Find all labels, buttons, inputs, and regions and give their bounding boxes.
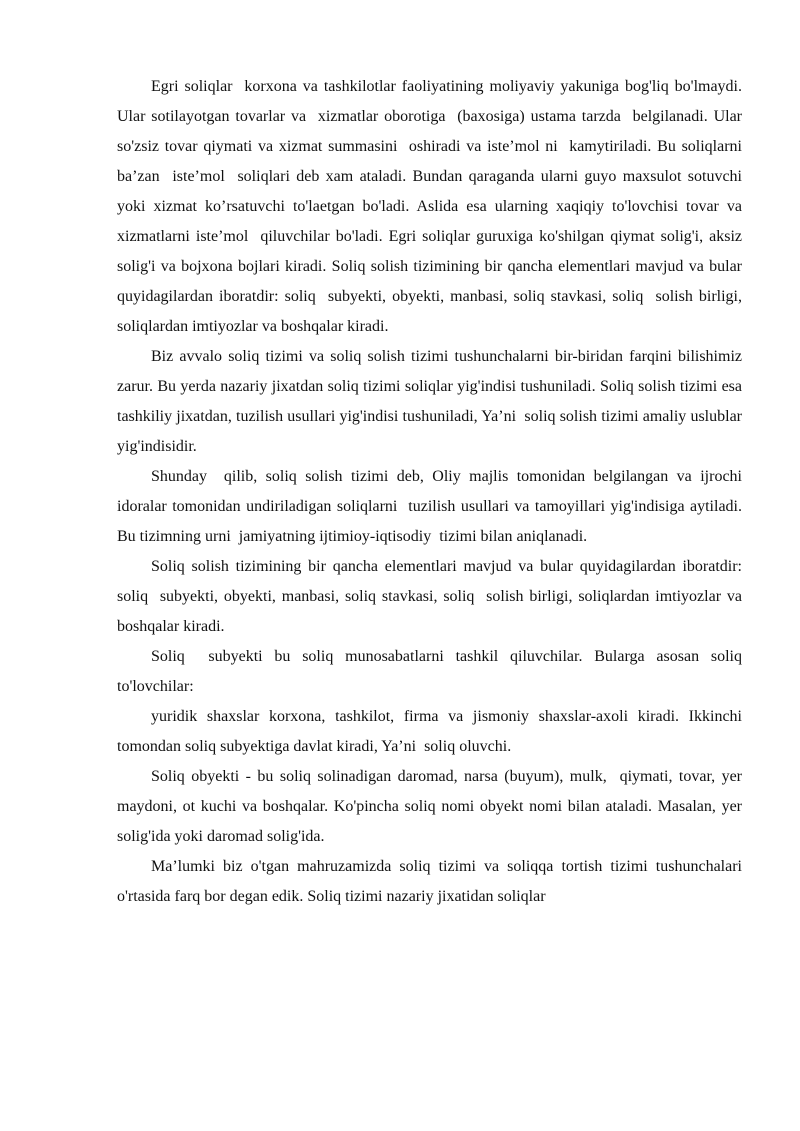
paragraph-tax-system-definition: Shunday qilib, soliq solish tizimi deb, Oliy majlis tomonidan belgilangan va ijrochi idoralar tomonidan undiriladigan soliqlarni tuzilish usullari va tamoyillari yig'indisiga aytiladi. Bu tizimning urni jamiyatning ijtimioy-iqtisodiy tizimi bilan aniqlanadi.	[117, 468, 746, 545]
paragraph-lecture-reference: Ma’lumki biz o'tgan mahruzamizda soliq tizimi va soliqqa tortish tizimi tushunchalari o'rtasida farq bor degan edik. Soliq tizimi nazariy jixatidan soliqlar	[117, 858, 746, 905]
paragraph-tax-subject: Soliq subyekti bu soliq munosabatlarni tashkil qiluvchilar. Bularga asosan soliq to'lovchilar:	[117, 648, 746, 695]
paragraph-indirect-taxes: Egri soliqlar korxona va tashkilotlar faoliyatining moliyaviy yakuniga bog'liq bo'lmaydi. Ular sotilayotgan tovarlar va xizmatlar oborotiga (baxosiga) ustama tarzda belgilanadi. Ular so'zsiz tovar qiymati va xizmat summasini oshiradi va iste’mol ni kamytiriladi. Bu soliqlarni ba’zan iste’mol soliqlari deb xam ataladi. Bundan qaraganda ularni guyo maxsulot sotuvchi yoki xizmat ko’rsatuvchi to'laetgan bo'ladi. Aslida esa ularning xaqiqiy to'lovchisi tovar va xizmatlarni iste’mol qiluvchilar bo'ladi. Egri soliqlar guruxiga ko'shilgan qiymat solig'i, aksiz solig'i va bojxona bojlari kiradi. Soliq solish tizimining bir qancha elementlari mavjud va bular quyidagilardan iboratdir: soliq subyekti, obyekti, manbasi, soliq stavkasi, soliq solish birligi, soliqlardan imtiyozlar va boshqalar kiradi.	[117, 78, 750, 335]
paragraph-tax-elements: Soliq solish tizimining bir qancha elementlari mavjud va bular quyidagilardan iboratdir: soliq subyekti, obyekti, manbasi, soliq stavkasi, soliq solish birligi, soliqlardan imtiyozlar va boshqalar kiradi.	[117, 558, 746, 635]
paragraph-tax-system-concepts: Biz avvalo soliq tizimi va soliq solish tizimi tushunchalarni bir-biridan farqini bilishimiz zarur. Bu yerda nazariy jixatdan soliq tizimi soliqlar yig'indisi tushuniladi. Soliq solish tizimi esa tashkiliy jixatdan, tuzilish usullari yig'indisi tushuniladi, Ya’ni soliq solish tizimi amaliy uslublar yig'indisidir.	[117, 348, 746, 455]
paragraph-taxpayers: yuridik shaxslar korxona, tashkilot, firma va jismoniy shaxslar-axoli kiradi. Ikkinchi tomondan soliq subyektiga davlat kiradi, Ya’ni soliq oluvchi.	[117, 708, 746, 755]
document-page	[117, 72, 750, 912]
paragraph-tax-object: Soliq obyekti - bu soliq solinadigan daromad, narsa (buyum), mulk, qiymati, tovar, yer maydoni, ot kuchi va boshqalar. Ko'pincha soliq nomi obyekt nomi bilan ataladi. Masalan, yer solig'ida yoki daromad solig'ida.	[117, 768, 746, 845]
